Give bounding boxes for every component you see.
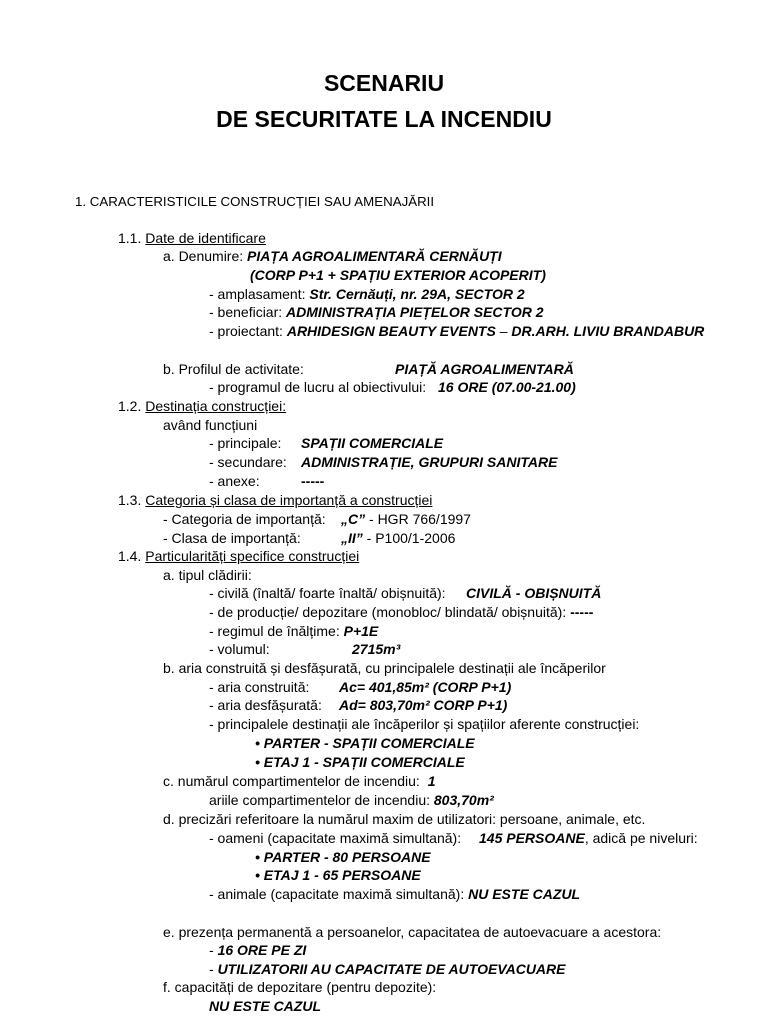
denumire-value-2: (CORP P+1 + SPAȚIU EXTERIOR ACOPERIT) [250,267,546,283]
volum-value: 2715m³ [352,641,401,657]
subsection-number: 1.2. [118,398,142,414]
section-1-heading: 1. CARACTERISTICILE CONSTRUCȚIEI SAU AMENAJĂRII [75,194,435,209]
bullet-etaj-spatii: • ETAJ 1 - SPAȚII COMERCIALE [255,754,465,770]
depozitare-paren: (pentru depozite): [326,979,437,995]
clasa-ref: - P100/1-2006 [366,530,456,546]
depozitare-heading [163,978,436,996]
amplasament-value: Str. Cernăuți, nr. 29A, SECTOR 2 [309,286,525,302]
principale-value: SPAȚII COMERCIALE [301,435,444,451]
program-line [209,378,576,396]
clasa-label: - Clasa de importanță: [163,530,301,546]
aria-desfasurata-line [209,696,507,714]
subsection-title: Destinația construcției: [145,398,287,414]
document-title-line2: DE SECURITATE LA INCENDIU [216,106,552,132]
prezenta-value-2: UTILIZATORII AU CAPACITATE DE AUTOEVACUARE [217,961,566,977]
denumire-value: PIAȚA AGROALIMENTARĂ CERNĂUȚI [247,248,502,264]
prezenta-value-1: 16 ORE PE ZI [217,942,307,958]
oameni-label: - oameni (capacitate maximă simultană): [209,830,462,846]
anexe-line [209,472,324,490]
document-title-line1: SCENARIU [323,70,445,96]
program-label: - programul de lucru al obiectivului: [209,379,427,395]
prezenta-line-2 [209,960,565,978]
oameni-value: 145 PERSOANE [479,830,585,846]
beneficiar-label: - beneficiar: [209,304,283,320]
beneficiar-value: ADMINISTRAȚIA PIEȚELOR SECTOR 2 [286,304,544,320]
clasa-value: „II” [341,530,363,546]
subsection-title: Particularități specifice construcției [145,548,360,564]
secundare-line [209,453,557,471]
categoria-label: - Categoria de importanță: [163,511,326,527]
profil-value: PIAȚĂ AGROALIMENTARĂ [395,361,574,377]
denumire-label: a. Denumire: [163,248,244,264]
civila-value: CIVILĂ - OBIȘNUITĂ [466,585,602,601]
arii-compartimente-value: 803,70m² [433,792,494,808]
volum-label: - volumul: [209,641,270,657]
avand-functiuni: având funcțiuni [163,417,258,433]
secundare-value: ADMINISTRAȚIE, GRUPURI SANITARE [301,454,558,470]
civila-line [209,584,601,602]
arii-compartimente-label: ariile compartimentelor de incendiu: [209,792,430,808]
bullet-parter-persoane: • PARTER - 80 PERSOANE [255,849,431,865]
regim-label: - regimul de înălțime: [209,623,340,639]
principale-line [209,434,443,452]
secundare-label: - secundare: [209,454,287,470]
aria-heading: b. aria construită și desfășurată, cu principalele destinații ale încăperilor [163,660,606,676]
categoria-value: „C” [341,511,366,527]
animale-label: - animale (capacitate maximă simultană): [209,886,465,902]
bullet-etaj-persoane: • ETAJ 1 - 65 PERSOANE [255,867,421,883]
compartimente-value: 1 [427,773,436,789]
program-value: 16 ORE (07.00-21.00) [438,379,576,395]
anexe-value: ----- [301,473,325,489]
prezenta-heading: e. prezența permanentă a persoanelor, capacitatea de autoevacuare a acestora: [163,924,662,940]
subsection-title: Categoria și clasa de importanță a construcției [145,492,433,508]
proiectant-line [209,322,704,340]
proiectant-dash: – [499,323,508,339]
subsection-number: 1.3. [118,492,142,508]
bullet-parter-spatii: • PARTER - SPAȚII COMERCIALE [255,735,475,751]
depozitare-value: NU ESTE CAZUL [209,998,321,1014]
subsection-1-1-heading [118,229,266,247]
compartimente-label: c. numărul compartimentelor de incendiu: [163,773,420,789]
arii-compartimente-line [209,791,494,809]
proiectant-value: ARHIDESIGN BEAUTY EVENTS [286,323,496,339]
aria-construita-label: - aria construită: [209,679,310,695]
denumire-line [163,247,502,265]
profil-label: b. Profilul de activitate: [163,361,304,377]
anexe-label: - anexe: [209,473,260,489]
subsection-number: 1.1. [118,230,142,246]
aria-desfasurata-value: Ad= 803,70m² CORP P+1) [339,697,508,713]
tipul-cladirii: a. tipul clădirii: [163,567,252,583]
subsection-number: 1.4. [118,548,142,564]
utilizatori-heading: d. precizări referitoare la numărul maxim de utilizatori: persoane, animale, etc. [163,811,646,827]
categoria-line [163,510,471,528]
destinatii-label: - principalele destinații ale încăperilor și spațiilor aferente construcției: [209,716,640,732]
volum-line [209,640,400,658]
oameni-line [209,829,698,847]
productie-label: - de producție/ depozitare (monobloc/ blindată/ obișnuită): [209,604,567,620]
subsection-title: Date de identificare [145,230,266,246]
clasa-line [163,529,455,547]
animale-line [209,885,580,903]
oameni-suffix: , adică pe niveluri: [584,830,698,846]
prezenta-line-1 [209,941,306,959]
aria-construita-value: Ac= 401,85m² (CORP P+1) [339,679,512,695]
aria-construita-line [209,678,511,696]
proiectant-label: - proiectant: [209,323,283,339]
subsection-1-4-heading [118,547,359,565]
categoria-ref: - HGR 766/1997 [369,511,471,527]
animale-value: NU ESTE CAZUL [468,886,581,902]
productie-line [209,603,593,621]
depozitare-label: f. capacități de depozitare [163,979,323,995]
beneficiar-line [209,303,544,321]
regim-line [209,622,378,640]
prezenta-dash-2: - [209,961,214,977]
aria-desfasurata-label: - aria desfășurată: [209,697,322,713]
amplasament-line [209,285,525,303]
proiectant-value-2: DR.ARH. LIVIU BRANDABUR [511,323,705,339]
subsection-1-3-heading [118,491,432,509]
principale-label: - principale: [209,435,282,451]
subsection-1-2-heading [118,397,286,415]
civila-label: - civilă (înaltă/ foarte înaltă/ obișnuită): [209,585,446,601]
regim-value: P+1E [343,623,379,639]
productie-value: ----- [570,604,594,620]
amplasament-label: - amplasament: [209,286,306,302]
compartimente-line [163,772,435,790]
prezenta-dash-1: - [209,942,214,958]
